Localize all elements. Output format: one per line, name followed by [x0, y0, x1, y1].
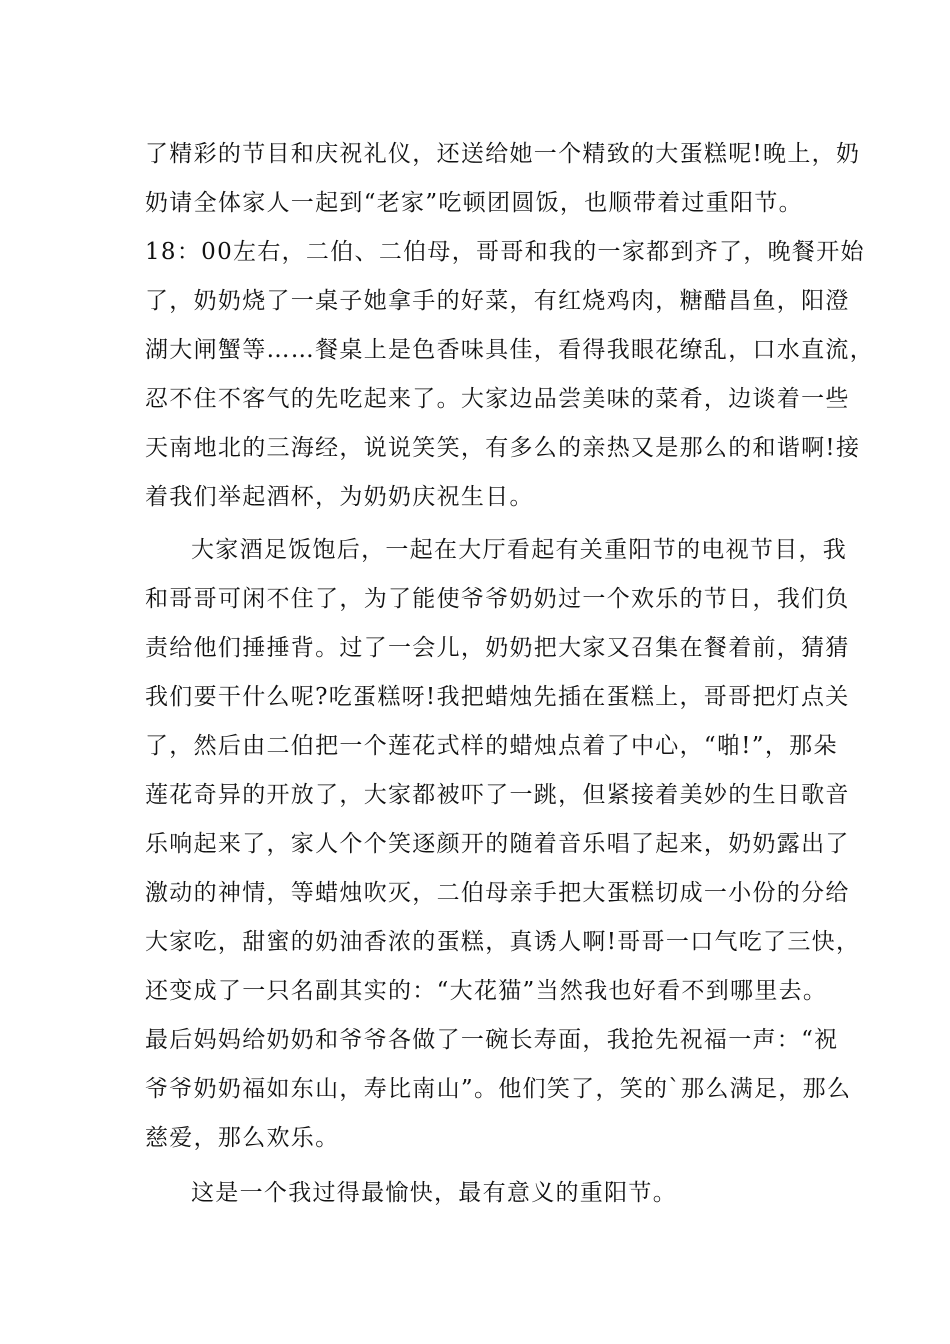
text-line: 了，奶奶烧了一桌子她拿手的好菜，有红烧鸡肉，糖醋昌鱼，阳澄: [145, 288, 850, 314]
text-line: 忍不住不客气的先吃起来了。大家边品尝美味的菜肴，边谈着一些: [145, 386, 850, 412]
paragraph-first-line: 大家酒足饭饱后，一起在大厅看起有关重阳节的电视节目，我: [191, 537, 848, 563]
text-line: 我们要干什么呢?吃蛋糕呀!我把蜡烛先插在蛋糕上，哥哥把灯点关: [145, 684, 850, 710]
text-line: 还变成了一只名副其实的：“大花猫”当然我也好看不到哪里去。: [145, 978, 828, 1004]
text-line: 责给他们捶捶背。过了一会儿，奶奶把大家又召集在餐着前，猜猜: [145, 635, 850, 661]
paragraph-first-line: 这是一个我过得最愉快，最有意义的重阳节。: [191, 1180, 677, 1206]
text-line: 了，然后由二伯把一个莲花式样的蜡烛点着了中心，“啪!”，那朵: [145, 733, 838, 759]
text-line: 18：00左右，二伯、二伯母，哥哥和我的一家都到齐了，晚餐开始: [145, 239, 865, 265]
text-line: 大家吃，甜蜜的奶油香浓的蛋糕，真诱人啊!哥哥一口气吃了三快，: [145, 929, 861, 955]
text-line: 爷爷奶奶福如东山，寿比南山”。他们笑了，笑的`那么满足，那么: [145, 1076, 852, 1102]
text-line: 湖大闸蟹等……餐桌上是色香味具佳，看得我眼花缭乱，口水直流，: [145, 337, 874, 363]
text-line: 慈爱，那么欢乐。: [145, 1125, 340, 1151]
text-line: 莲花奇异的开放了，大家都被吓了一跳，但紧接着美妙的生日歌音: [145, 782, 850, 808]
text-line: 和哥哥可闲不住了，为了能使爷爷奶奶过一个欢乐的节日，我们负: [145, 586, 850, 612]
text-line: 乐响起来了，家人个个笑逐颜开的随着音乐唱了起来，奶奶露出了: [145, 831, 850, 857]
text-line: 激动的神情，等蜡烛吹灭，二伯母亲手把大蛋糕切成一小份的分给: [145, 880, 850, 906]
text-line: 最后妈妈给奶奶和爷爷各做了一碗长寿面，我抢先祝福一声：“祝: [145, 1027, 839, 1053]
text-line: 奶请全体家人一起到“老家”吃顿团圆饭，也顺带着过重阳节。: [145, 190, 803, 216]
text-line: 着我们举起酒杯，为奶奶庆祝生日。: [145, 484, 534, 510]
text-line: 天南地北的三海经，说说笑笑，有多么的亲热又是那么的和谐啊!接: [145, 435, 861, 461]
text-line: 了精彩的节目和庆祝礼仪，还送给她一个精致的大蛋糕呢!晚上，奶: [145, 141, 861, 167]
